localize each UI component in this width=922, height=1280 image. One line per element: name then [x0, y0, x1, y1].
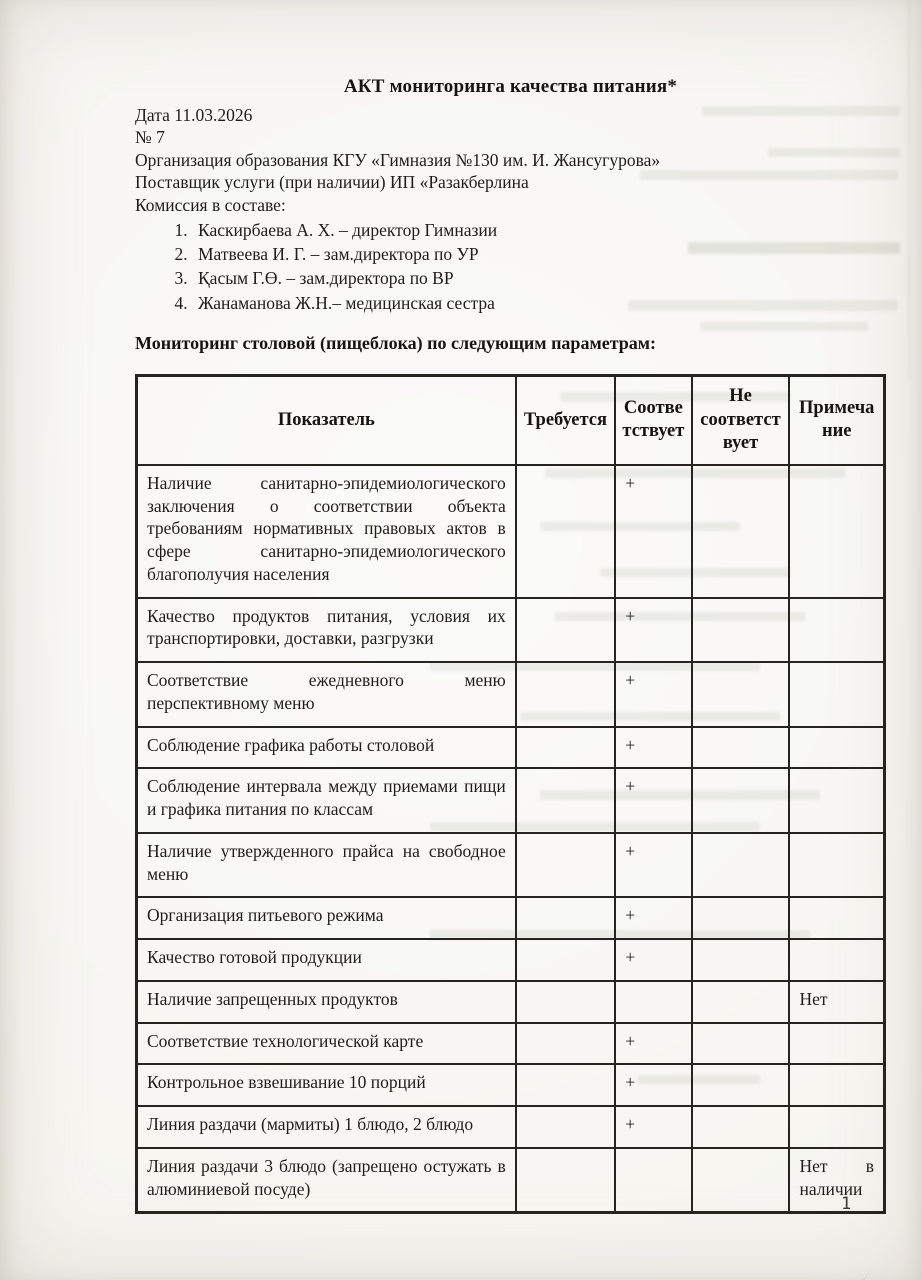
cell-indicator: Качество продуктов питания, условия их транспортировки, доставки, разгрузки: [137, 598, 516, 663]
cell-indicator: Линия раздачи (мармиты) 1 блюдо, 2 блюдо: [137, 1106, 516, 1148]
cell-required: [516, 768, 615, 833]
cell-corresponds: +: [615, 1106, 691, 1148]
cell-required: [516, 662, 615, 727]
table-row: [137, 1148, 885, 1213]
cell-note: [789, 465, 884, 598]
cell-not-corresponds: [692, 1148, 790, 1213]
col-header-not-corresponds: Не соответствует: [692, 375, 790, 465]
cell-note: [789, 727, 884, 769]
cell-not-corresponds: [692, 981, 790, 1023]
monitoring-heading: Мониторинг столовой (пищеблока) по следующим параметрам:: [135, 332, 657, 353]
commission-member: 3. Қасым Г.Ө. – зам.директора по ВР: [192, 266, 886, 290]
cell-required: [516, 465, 615, 598]
monitoring-table-body: [137, 465, 885, 1213]
page-number: 1: [841, 1194, 852, 1214]
cell-required: [516, 939, 615, 981]
cell-corresponds: [615, 1148, 691, 1213]
commission-member: 2. Матвеева И. Г. – зам.директора по УР: [192, 242, 886, 266]
table-row: [137, 768, 885, 833]
table-row: [137, 1106, 885, 1148]
supplier-line: Поставщик услуги (при наличии) ИП «Разакберлина: [135, 172, 529, 193]
table-row: [137, 662, 885, 727]
cell-corresponds: +: [615, 1023, 691, 1065]
cell-required: [516, 833, 615, 898]
cell-indicator: Наличие санитарно-эпидемиологического заключения о соответствии объекта требованиям нормативных правовых актов в сфере санитарно-эпидемиологического благополучия населения: [137, 465, 516, 598]
col-header-note: Примечание: [789, 375, 884, 465]
cell-indicator: Соответствие ежедневного меню перспективному меню: [137, 662, 516, 727]
cell-not-corresponds: [692, 897, 790, 939]
cell-not-corresponds: [692, 768, 790, 833]
date-line: Дата 11.03.2026: [135, 105, 253, 125]
bleedthrough-gridline: [908, 0, 910, 380]
table-row: [137, 465, 885, 598]
col-header-indicator: Показатель: [137, 375, 516, 465]
cell-not-corresponds: [692, 465, 790, 598]
table-row: [137, 833, 885, 898]
cell-note: [789, 897, 884, 939]
cell-required: [516, 897, 615, 939]
document-content: [135, 76, 886, 1214]
cell-corresponds: +: [615, 727, 691, 769]
cell-not-corresponds: [692, 662, 790, 727]
table-row: [137, 897, 885, 939]
cell-corresponds: [615, 981, 691, 1023]
cell-not-corresponds: [692, 833, 790, 898]
cell-required: [516, 727, 615, 769]
cell-note: Нет: [789, 981, 884, 1023]
cell-not-corresponds: [692, 939, 790, 981]
cell-corresponds: +: [615, 833, 691, 898]
cell-indicator: Наличие утвержденного прайса на свободное меню: [137, 833, 516, 898]
cell-not-corresponds: [692, 1064, 790, 1106]
document-title: АКТ мониторинга качества питания*: [343, 76, 678, 97]
cell-required: [516, 981, 615, 1023]
cell-required: [516, 598, 615, 663]
cell-note: [789, 1023, 884, 1065]
organization-line: Организация образования КГУ «Гимназия №130 им. И. Жансугурова»: [135, 149, 661, 170]
table-row: [137, 598, 885, 663]
cell-indicator: Соблюдение графика работы столовой: [137, 727, 516, 769]
cell-note: [789, 598, 884, 663]
table-row: [137, 981, 885, 1023]
cell-indicator: Соблюдение интервала между приемами пищи и графика питания по классам: [137, 768, 516, 833]
cell-corresponds: +: [615, 1064, 691, 1106]
cell-note: Нет в наличии: [789, 1148, 884, 1213]
cell-corresponds: +: [615, 662, 691, 727]
cell-required: [516, 1148, 615, 1213]
col-header-corresponds: Соответствует: [615, 375, 691, 465]
cell-indicator: Контрольное взвешивание 10 порций: [137, 1064, 516, 1106]
cell-required: [516, 1106, 615, 1148]
cell-note: [789, 1064, 884, 1106]
cell-required: [516, 1064, 615, 1106]
cell-note: [789, 939, 884, 981]
table-row: [137, 1064, 885, 1106]
cell-note: [789, 768, 884, 833]
cell-indicator: Организация питьевого режима: [137, 897, 516, 939]
cell-corresponds: +: [615, 897, 691, 939]
cell-note: [789, 1106, 884, 1148]
cell-corresponds: +: [615, 768, 691, 833]
cell-not-corresponds: [692, 1023, 790, 1065]
col-header-required: Требуется: [516, 375, 615, 465]
commission-member: 1. Каскирбаева А. Х. – директор Гимназии: [192, 218, 886, 242]
cell-corresponds: +: [615, 465, 691, 598]
commission-list: [135, 218, 886, 315]
cell-note: [789, 662, 884, 727]
cell-not-corresponds: [692, 727, 790, 769]
commission-member: 4. Жанаманова Ж.Н.– медицинская сестра: [192, 291, 886, 315]
monitoring-table: [135, 374, 886, 1215]
cell-required: [516, 1023, 615, 1065]
commission-label: Комиссия в составе:: [135, 194, 286, 215]
cell-indicator: Соответствие технологической карте: [137, 1023, 516, 1065]
cell-indicator: Линия раздачи 3 блюдо (запрещено остужать в алюминиевой посуде): [137, 1148, 516, 1213]
table-row: [137, 1023, 885, 1065]
table-row: [137, 939, 885, 981]
cell-not-corresponds: [692, 1106, 790, 1148]
cell-indicator: Качество готовой продукции: [137, 939, 516, 981]
number-line: № 7: [135, 127, 165, 148]
cell-corresponds: +: [615, 598, 691, 663]
cell-indicator: Наличие запрещенных продуктов: [137, 981, 516, 1023]
cell-note: [789, 833, 884, 898]
cell-not-corresponds: [692, 598, 790, 663]
cell-corresponds: +: [615, 939, 691, 981]
table-row: [137, 727, 885, 769]
table-header-row: [137, 375, 885, 465]
